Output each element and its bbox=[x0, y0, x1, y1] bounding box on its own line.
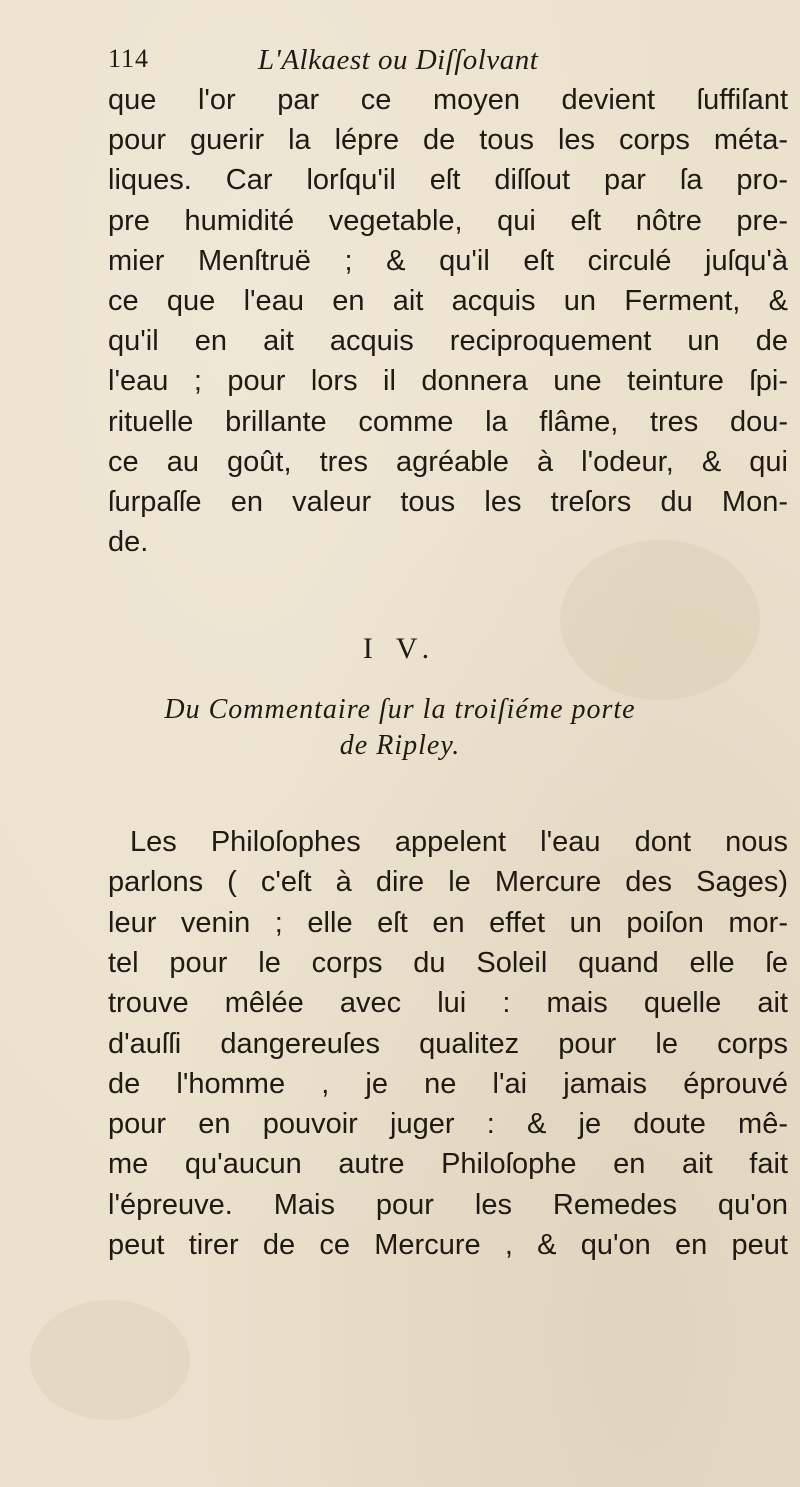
text-line: Les Philoſophes appelent l'eau dont nous bbox=[130, 826, 788, 858]
text-line: ce que l'eau en ait acquis un Ferment, & bbox=[108, 285, 788, 317]
text-line: ſurpaſſe en valeur tous les treſors du Mon- bbox=[108, 486, 788, 518]
text-line: liques. Car lorſqu'il eſt diſſout par ſa pro- bbox=[108, 164, 788, 197]
text-line: ce au goût, tres agréable à l'odeur, & qui bbox=[108, 445, 788, 478]
text-line: pre humidité vegetable, qui eſt nôtre pre- bbox=[108, 204, 788, 237]
text-line: qu'il en ait acquis reciproquement un de bbox=[108, 325, 788, 358]
text-line: rituelle brillante comme la flâme, tres dou- bbox=[108, 405, 788, 438]
text-line: de. bbox=[108, 526, 149, 559]
text-line: que l'or par ce moyen devient ſuffiſant bbox=[108, 84, 788, 116]
text-line: parlons ( c'eſt à dire le Mercure des Sages) bbox=[108, 866, 788, 899]
text-line: d'auſſi dangereuſes qualitez pour le corps bbox=[108, 1027, 788, 1060]
paragraph-2 bbox=[108, 826, 788, 1326]
text-line: de l'homme , je ne l'ai jamais éprouvé bbox=[108, 1067, 788, 1100]
section-number: I V. bbox=[362, 632, 438, 665]
text-line: mier Menſtruë ; & qu'il eſt circulé juſqu'à bbox=[108, 244, 788, 277]
running-title: L'Alkaest ou Diſſolvant bbox=[258, 44, 539, 76]
text-line: l'eau ; pour lors il donnera une teinture ſpi- bbox=[108, 365, 788, 398]
text-line: peut tirer de ce Mercure , & qu'on en peut bbox=[108, 1229, 788, 1261]
text-line: leur venin ; elle eſt en effet un poiſon mor- bbox=[108, 906, 788, 939]
text-line: l'épreuve. Mais pour les Remedes qu'on bbox=[108, 1188, 788, 1221]
section-title-line: de Ripley. bbox=[339, 730, 461, 761]
text-line: pour guerir la lépre de tous les corps méta- bbox=[108, 124, 788, 157]
page-number: 114 bbox=[108, 44, 150, 73]
text-line: pour en pouvoir juger : & je doute mê- bbox=[108, 1108, 788, 1141]
text-line: me qu'aucun autre Philoſophe en ait fait bbox=[108, 1148, 788, 1181]
section-title-line: Du Commentaire ſur la troiſiéme porte bbox=[164, 694, 636, 725]
paragraph-1 bbox=[108, 84, 788, 584]
text-line: tel pour le corps du Soleil quand elle ſe bbox=[108, 946, 788, 979]
text-line: trouve mêlée avec lui : mais quelle ait bbox=[108, 987, 788, 1020]
running-head bbox=[108, 44, 788, 84]
